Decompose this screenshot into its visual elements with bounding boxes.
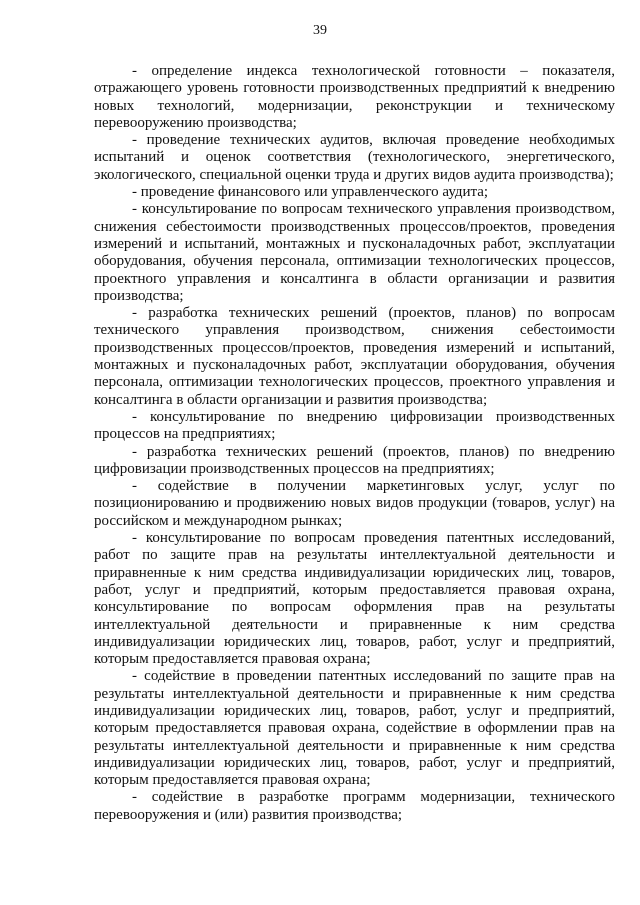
list-item: - разработка технических решений (проектов, планов) по внедрению цифровизации производственных процессов на предприятиях;	[94, 443, 615, 477]
list-item: - содействие в получении маркетинговых услуг, услуг по позиционированию и продвижению новых видов продукции (товаров, услуг) на российском и международном рынках;	[94, 478, 615, 529]
list-item: - определение индекса технологической готовности – показателя, отражающего уровень готовности производственных предприятий к внедрению новых технологий, модернизации, реконструкции и техническому перевооружению производства;	[94, 63, 615, 131]
document-body	[94, 63, 615, 824]
list-item: - разработка технических решений (проектов, планов) по вопросам технического управления производством, снижения себестоимости производственных процессов/проектов, проведения измерений и испытаний, монтажных и пусконаладочных работ, эксплуатации оборудования, обучения персонала, оптимизации технологических процессов, проектного управления и консалтинга в области организации и развития производства;	[94, 305, 615, 408]
list-item: - консультирование по вопросам проведения патентных исследований, работ по защите прав на результаты интеллектуальной деятельности и приравненные к ним средства индивидуализации юридических лиц, товаров, работ, услуг и предприятий, которым предоставляется правовая охрана, консультирование по вопросам оформления прав на результаты интеллектуальной деятельности и приравненные к ним средства индивидуализации юридических лиц, товаров, работ, услуг и предприятий, которым предоставляется правовая охрана;	[94, 530, 615, 668]
list-item: - содействие в проведении патентных исследований по защите прав на результаты интеллектуальной деятельности и приравненные к ним средства индивидуализации юридических лиц, товаров, работ, услуг и предприятий, которым предоставляется правовая охрана, содействие в оформлении прав на результаты интеллектуальной деятельности и приравненные к ним средства индивидуализации юридических лиц, товаров, работ, услуг и предприятий, которым предоставляется правовая охрана;	[94, 668, 615, 789]
list-item: - консультирование по вопросам технического управления производством, снижения себестоимости производственных процессов/проектов, проведения измерений и испытаний, монтажных и пусконаладочных работ, эксплуатации оборудования, обучения персонала, оптимизации технологических процессов, проектного управления и консалтинга в области организации и развития производства;	[94, 201, 615, 304]
list-item: - проведение финансового или управленческого аудита;	[132, 184, 489, 201]
list-item: - проведение технических аудитов, включая проведение необходимых испытаний и оценок соответствия (технологического, энергетического, экологического, специальной оценки труда и других видов аудита производства);	[94, 132, 615, 183]
page-number: 39	[313, 23, 327, 38]
list-item: - содействие в разработке программ модернизации, технического перевооружения и (или) развития производства;	[94, 789, 615, 823]
list-item: - консультирование по внедрению цифровизации производственных процессов на предприятиях;	[94, 408, 615, 443]
